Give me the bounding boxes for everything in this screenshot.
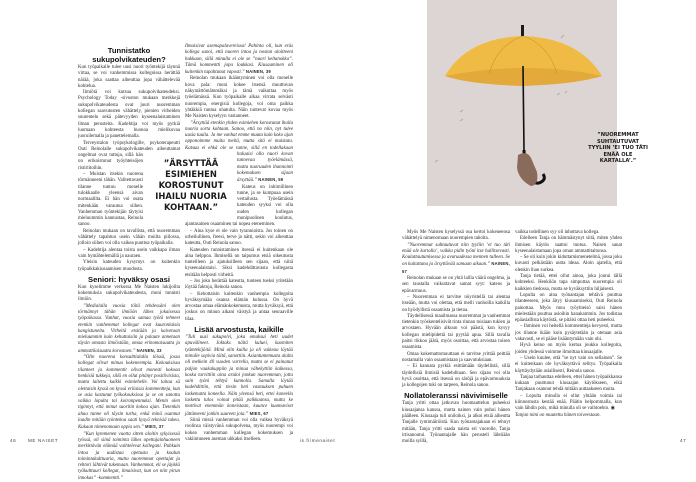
left-column-1 [78,46,180,482]
quote-attribution: MIES, 67 [249,410,269,416]
paragraph: Edelleen Tanja on hämmästynyt siitä, miten yhden ihmisen käytös saattoi tuntua. Naisen sanat kyseenalaistamaan jopa oman ammattitaitonsa. [515,236,622,254]
paragraph: – Kadehtija alentaa toista usein vaikkapa ilman vain hymähtelemällä ja nauraen. [78,247,180,259]
reader-quote: ”Kun kymmenen vuotta sitten aloitin sykyisessä työssä, oli siinä toiminta lähes opettajainhuoneen merkittävän elämää vaihtelevat kollegani. Puhkuin intoa ja uudistaa opetusta ja koulun toimintakulttuuria, mutta nuoremmat opettajat ja rehtori lähtivät tukemaan. Vanhemmat, eli se jäykkä työkulttuuri kollegat, ilmaisivat, kun on niin pirun innokas” -kommentti.” [78,431,180,481]
paragraph: Siinä missä vanhemman voi olla vaikea hyväksyä roolinsa väistyvänä sukupolvena, myös nuorempi voi kokea vanhemman kollegan kokemuksen ja vakiintuneen aseman uhkaksi itselleen. [185,417,293,442]
paragraph: – Jos joku herättää kateutta, tunteen tueksi yritetään löytää faktoja, Reinola sanoo. [185,278,293,291]
reader-quote: ”Medialalla vuosia töitä tehdessäni olen törmännyt tähän ilmiöön lähes jokaisessa työpaikassa. Vanhat, vuosia samaa työtä tehneet etenkin vanhemmat kollegat ovat kuuronlaisia kangistuneita. Virheitä etsitään ja kaivetaan mieluummin kuin kehuttaisiin ja palaute annetaan täysin omasta ilmiöstään, omaa erinomaisuutta ja ammattilaisuutta korostaen.” NAINEN, 33 [78,303,180,354]
heading-lisaa-arvostusta: Lisää arvostusta, kaikille [194,325,284,335]
right-column-1 [402,230,510,446]
paragraph: Hyvä keino on myös kertoa joukko kollegoita, joiden yhdessä voimme ilmoittaa kiusaajalle. [515,343,622,355]
paragraph: Kateuden tunnistaminen itsessä ei kuitenkaan ole aina helppoa. Ihmisellä on taipumus etsiä oikeutusta tunteilleen ja ajatuksilleen sen sijaan, että niitä kyseenalaistaisi. Siksi kadehdittavasta kollegasta etsitään helposti virheitä. [185,247,293,278]
umbrella-icon [427,0,617,206]
paragraph: Tanja yritti ottaa jatkuvan huomauttelun puheeksi kiusaajansa kanssa, mutta nainen vain puhui hänen päälleen. Kiusaaja tuli uniloiksi, ja alkoi etsiä aiheutta Tanjalle ryntimäiröistä. Kun työnantajakaan ei tehnyt mitään, Tanja yritti saada naista eri vuorolle, Tanja irtisanoutui. Työnantajalle hän perusteli lähtöään muilla syillä, [402,401,510,445]
reader-quote: ”Ärsyttää etenkin yhden esimiehen korostunut ihailu nuoria sorta kohtaan. Sanoo, että no niin, nyt tulee uusia tuulia. Ja me vanhat emme muuta kuin koko ajan opponoimme muita meitä, mutta sitä ei muistuta. Katsuu ei ehkä ole se tunne, sillä en todellakaan haluaisi olla nuori kovan tunnevaa työelämässä, mutta nuoruuden ihannointi kokemuksen sijaan ärsyttää.” NAINEN, 59 [185,120,293,184]
paragraph: vaikka todellinen syy oli inhottava kollega. [515,230,600,235]
quote-attribution: NAINEN, 57 [402,261,510,274]
paragraph: Tanja tietää, ettei ollut ainoa, joka joutui tällä kohteeksi. Henkilön tapa simputtaa nuorempia oli kaikkien tiedossa, mutta se hyväksyttiin hiljaisesti. [515,274,622,292]
right-column-2 [515,230,622,419]
paragraph: Tanjaa tarhauttaa edelleen, ettei hänen työpaikkansa kukaan puuttunut kiusaajan käytökseen, eikä Tanjakaan osannut tehdä mitään auttaakseen muita. [515,374,622,393]
reader-quote: Ilmaisivat asemapalavereissa! Pahinta oli, kun eräs kollega sanoi, että nuoren intoa ja nostan aloitteeni hukkaan, sillä minulla ei ole se ”nuori keltanokka”. Tämä kommentti jopa loukkasi. Kiusaaminen oli kuitenkin tapahtunut vaposti.” NAINEN, 39 [185,44,293,76]
paragraph: Reinolan mukaan se on yhtä lailla väärä ongelma, ja sen taustalla vaikuttavat samat syyt: kateus ja epävarmuus. [402,276,510,294]
paragraph: – Ihminen voi heitellä kommentteja kevyesti, mutta jos tilanne ikään kuin pysäytetään ja otetaan asia vakavasti, se ei pääse lisääntymään vain ohi. [515,324,622,343]
pull-quote-right: ”NUOREMMAT SUHTAUTUVAT TYYLIIN ’EI TUO TÄTI ENÄÄ OLE KARTALLA’.” [588,132,648,165]
paragraph: – Muistan itsekin nuorena törmänneeni tähän. Valitettavasti tilanne tuntuu monelle tulokkaalle yleensä aivan normaalilta. Ei hän voi osata mitenkään varautua siihen. Vanhemman työntekijän täytyisi mieluummin kannustaa, Reinola sanoo. [78,172,143,228]
end-mark-icon: ◉ [610,406,615,412]
name-change-note: Tanjan nimi on muutettu hänen toiveestaan. [515,412,601,418]
reader-quote: ”Olin nuorena konsulttialalla töissä, jossa kollegat olivat minua kokeneempia. Kokouksissa tilanteet ja kommentit olivat monesti kokoaa henkisiä tukkeja, sillä en ollut pitänyt positiivisista, mutta laitettu kaikki esimiehelle. Voi laitaa sä olettaisin kyssä on kyssä erilaisia kommentteja, kun se asia kastunut työkokouksissa ja se on sanottu vaikka lopulta tai koiranpennuksi. Menin olen tiginnyt, että minut suoritin kokoa ajan. Tietenkin ahaa tunne oli täysin turha, enkä minä osannut laadin mitään työntekoa saati kysyä teknisiä tukea. Kukaan nimenomaan oppia sen.” MIES, 37 [78,355,180,431]
paragraph: – Kehottaisin kuitenkin vanhempia kollegoita hyväksymään osansa elämän kulussa. On hyvä arvostaa omaa elämänkokemusta, mutta hyväksyä, että joskus on minun aikani väistyä ja antaa seuraaville tilaa. [185,291,293,322]
heading-tunnistatko: Tunnistatko sukupolvikateuden? [92,46,166,64]
quote-attribution: NAINEN, 39 [245,69,271,75]
paragraph: – Aina kyse ei ole vain tyrannioista. Jos toinen on urheilullinen, freesi, terve ja nätti, sekin voi aiheuttaa kateutta, Outi Reinola sanoo. [185,228,293,247]
paragraph: Täydellisessä maailmassa nuoremmat ja vanhemmat tietenkin työskentelisivät rinta rinnan toisiaan tukien ja arvostaen. Hyvään alkuun voi päästä, kun kysyy kollegan mielipidettä tai pyytää apua. Sillä tavalla paitsi rikkoo jäätä, myös osoittaa, että arvostaa toisen osaamista. [402,313,510,351]
quote-attribution: MIES, 37 [144,424,164,430]
paragraph: Reinolan mukaan on tavallista, että nuoremman vähättely tapahtuu usein vähän muilta piilossa, jolloin siihen voi olla vaikea puuttua työpaikalla. [78,228,180,247]
paragraph: Kun työpaikalle tulee uusi nuori työntekijä täynnä virtaa, se voi vanhemmissa kollegoissa herättää närää, joka saattaa aiheuttaa jopa vähättelevää kohtelua. [78,65,180,89]
paragraph: – Se oli kuin jokin kiduttamismenetelmä, jossa joku kuvasti pelkästään uutta ideaa. Aloin ajatella, että olenkin ihan surkea. [515,255,622,273]
paragraph: Ilmiötä voi kutsua sukupolvikateudeksi. Psychology Today -sivuston mukaan merkkejä sukupolvikateudesta ovat juuri nuoremman kollegan saavutusten vähättely, pienien virheiden suurentelu sekä pätevyyden kyseenalaistaminen ilman perusteita. Kadehtija voi myös pyrkiä luomaan kohteesta huonoa mielikuvaa juoruilemalla ja panettelemalla. [78,90,180,140]
magazine-name: ME NAISET [28,438,59,443]
paragraph: Myös Me Naisten kyselyssä osa kertoi kokeneensa vähättelyä nimenomaan nuorempien taholta. [402,230,510,242]
heading-nollatoleranssi: Nollatoleranssi nävivimiselle [404,391,508,401]
paragraph: Terveystalon työpsykologille, psykoterapeutti Outi Reinolalle sukupolvikateuden aiheuttamat ongelmat ovat tuttuja, sillä hän on erikoistunut työyhteisöjen ristiriitoihin. [78,140,180,171]
reader-quote: ”Tuli uusi sukupolvi, joka omaksui heti uudet apuvälineet. Joktaks näitä kuluei, kuomiten tyämtekijöitä. Minä olin kuilla ja oli vaikeaa löytää minulle sopivia töitä, sanottiin. Asiantuntemusta alalta oli melkein 40 vuoden varrella, mutta se ei painanut paljon vaakakuppiin ja minua vähekyttiin kaikessa, koska tarvittiin aina aruloi jonkun nuoremman, jotta sain työni tehtyä kunnolla. Samalla löytää kadehdittiin, että tiesin heti vastauksen puhuen laskematta koneella. Näin yleensä heti, ettei koneella laskettu tulos voinut pitää paikkaansa, mutta ke mottivat enemmän koneistaan, kuunce kuomaviset jättämeeni jonkin suureen joia.” MIES, 67 [185,335,293,417]
paragraph: Kun kyselimme verkossa Me Naisten lukijoilta kokemuksia sukupolvikateudesta, moni tunnisti ilmiön. [78,284,180,303]
umbrella-illustration [427,0,617,206]
right-page-number: 47 [680,438,687,443]
paragraph: Kateus on inhimillinen tunne, ja se kumpuaa usein vertailusta. Työelämässä kateuden syyksi voi olla uuden kollegan monipuolinen koulutus, ajantasainen osaaminen tai nopea eteneminen. [185,184,293,228]
paragraph: – Nuoremman ei tarvitse nöyristellä tai alentaa itseään, mutta voi olettaa, että melli vanhoilla kaikilla on hyödyllistä osaamista ja tietoa. [402,294,510,313]
heading-seniori: Seniori: hyväksy osasi [88,274,170,284]
left-column-2 [185,44,293,443]
paragraph: – Lopulta minulla ei ollut yhtään voimia tai kiinnostusta kestää enää. Päätin helpommalla, kun vain lähdin pois, mikä minulla oli se vaihtoehto. ◉ [515,393,622,412]
paragraph: Omaa kokemattomuuttaan ei tarvitse yrittää peittää nostamalla vain osaamistaan ja saavutuksiaan. [402,351,510,363]
left-page-number: 46 [10,438,17,443]
pull-quote-left: ”ÄRSYTTÄÄ ESIMIEHEN KOROSTUNUT IHAILU NUORIA KOHTAAN.” [155,158,227,212]
paragraph: – Usein kuulee, että ”se nyt vain on sellainen”. Se ei kuitenkaan ole hyväksyttävä selitys. Työpaikalla käyttäydytään asiallisesti, Reinola sanoo. [515,355,622,374]
footer-url: is.fi/menaiset [300,438,336,443]
paragraph: Lopulta on aina työnantajan tehtävä puuttua tilanteeseen, joka äityy kiusaamiseksi, Outi Reinola painottaa. Myös muu työyhteisö saisi hänen mielestään puuttua asioihin hanakammin. Jos todistaa epäasiallista käytöstä, se pitäisi ottaa heti puheeksi. [515,292,622,324]
paragraph: – Ei kannata pyrkiä esittämään täydellistä, sillä täydellisiä ihmisiä kadehditaan. Sen sijaan voi olla hyvä osoittaa, että itsessä on säröjä ja epävarmuuksia ja kollegojen tuki on tarpeen, Reinola sanoo. [402,364,510,389]
quote-attribution: NAINEN, 59 [258,177,284,183]
quote-attribution: NAINEN, 33 [136,347,162,353]
paragraph: Reinolan mukaan ikääntyminen voi olla monelle kova pala: moni kokee itsensä muuttuvan näkymättömämmäksi ja tämä vaikuttaa myös työelämässä. Kun työpaikalle alkaa virrata selvästi nuorempia, energisiä kollegoja, voi oma paikka yhtäkkiä tuntua uhatulta. Näin tuntevat kovaa myös Me Naisten kyselyyn vastanneet. [185,76,293,120]
paragraph: Yleisin kateuden kysymys on kuitenkin työpaikkakiusaamisen muodosta. [78,260,180,272]
reader-quote: ”Nuoremmat suhtautuvat niin tyyliin ’ei tuo täti enää ole kartalla’, vaikka pidin työni itse hallitsevasti. Kouluttautumisessa ja avuruudessa mennen tulleen. Se on kuitattuna ja ärsyttävää samaan aikaan.” NAINEN, 57 [402,242,510,274]
